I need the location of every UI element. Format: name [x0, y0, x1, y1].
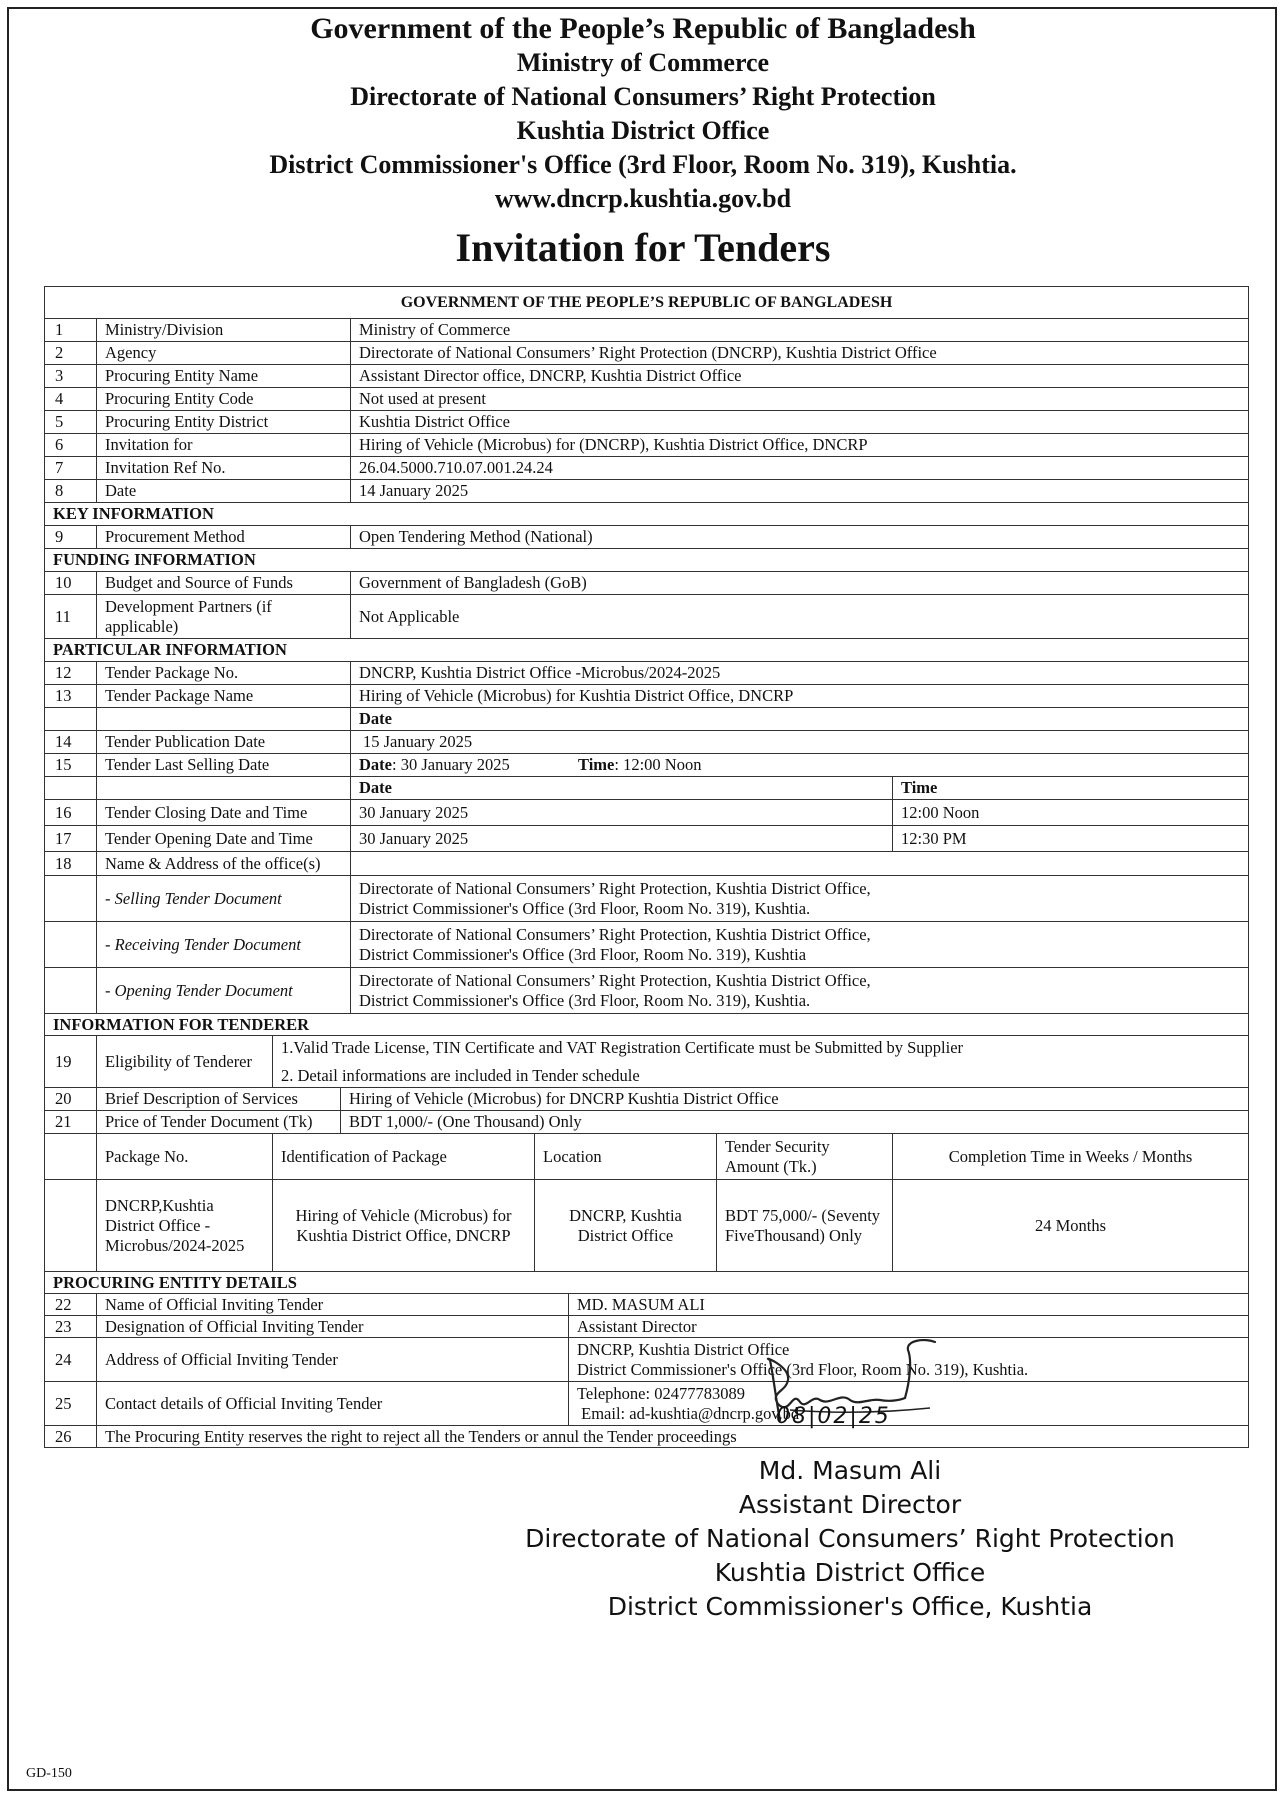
address-line: Directorate of National Consumers’ Right Protection, Kushtia District Office, — [359, 970, 871, 990]
signatory-designation: Assistant Director — [738, 1490, 962, 1519]
signature-date: 08|02|25 — [776, 1404, 891, 1429]
table-row — [45, 1111, 1249, 1134]
time-column-header: Time — [893, 777, 1249, 800]
package-row — [45, 1180, 1249, 1272]
row-value: Not used at present — [351, 388, 1249, 411]
empty-cell — [97, 777, 351, 800]
office-label: - Receiving Tender Document — [97, 922, 351, 968]
empty-cell — [45, 1134, 97, 1180]
row-value: Assistant Director office, DNCRP, Kushtia District Office — [351, 365, 1249, 388]
time-label: Time — [578, 755, 615, 774]
header-address: District Commissioner's Office (3rd Floor, Room No. 319), Kushtia. — [269, 150, 1017, 179]
empty-cell — [45, 1180, 97, 1272]
table-caption: GOVERNMENT OF THE PEOPLE’S REPUBLIC OF BANGLADESH — [45, 287, 1249, 319]
table-row — [45, 480, 1249, 503]
row-label: Price of Tender Document (Tk) — [97, 1111, 341, 1134]
row-number: 25 — [45, 1382, 97, 1426]
section-key-information: KEY INFORMATION — [45, 503, 1249, 526]
empty-cell — [45, 876, 97, 922]
table-row — [45, 685, 1249, 708]
table-row — [45, 1316, 1249, 1338]
row-label: Tender Last Selling Date — [97, 754, 351, 777]
row-number: 8 — [45, 480, 97, 503]
table-row — [45, 1088, 1249, 1111]
table-row — [45, 434, 1249, 457]
office-address — [351, 876, 1249, 922]
address-line: Directorate of National Consumers’ Right Protection, Kushtia District Office, — [359, 878, 871, 898]
table-row — [45, 319, 1249, 342]
address-line: Directorate of National Consumers’ Right Protection, Kushtia District Office, — [359, 924, 871, 944]
date-label: Date — [359, 755, 392, 774]
office-label: - Opening Tender Document — [97, 968, 351, 1014]
signature-handwritten — [730, 1320, 1010, 1445]
opening-time: 12:30 PM — [893, 826, 1249, 852]
table-row — [45, 800, 1249, 826]
table-row — [45, 852, 1249, 876]
empty-cell — [45, 968, 97, 1014]
table-caption-row — [45, 287, 1249, 319]
row-label: Procurement Method — [97, 526, 351, 549]
closing-date: 30 January 2025 — [351, 800, 893, 826]
address-line: DNCRP, Kushtia District Office — [577, 1339, 790, 1359]
table-row — [45, 572, 1249, 595]
signatory-organization: Directorate of National Consumers’ Right Protection — [525, 1524, 1175, 1553]
row-value: Ministry of Commerce — [351, 319, 1249, 342]
row-label: Designation of Official Inviting Tender — [97, 1316, 569, 1338]
row-number: 9 — [45, 526, 97, 549]
eligibility-line: 2. Detail informations are included in Tender schedule — [281, 1065, 640, 1085]
row-number: 6 — [45, 434, 97, 457]
table-row — [45, 1338, 1249, 1382]
row-label: Ministry/Division — [97, 319, 351, 342]
row-value: MD. MASUM ALI — [569, 1294, 1249, 1316]
eligibility-line: 1.Valid Trade License, TIN Certificate and VAT Registration Certificate must be Submitted by Supplier — [281, 1037, 964, 1057]
row-label: Tender Closing Date and Time — [97, 800, 351, 826]
header-district-office: Kushtia District Office — [516, 116, 770, 145]
empty-cell — [351, 852, 1249, 876]
table-row — [45, 876, 1249, 922]
empty-cell — [97, 708, 351, 731]
row-value: Open Tendering Method (National) — [351, 526, 1249, 549]
opening-date: 30 January 2025 — [351, 826, 893, 852]
table-row — [45, 595, 1249, 639]
row-value: Hiring of Vehicle (Microbus) for (DNCRP), Kushtia District Office, DNCRP — [351, 434, 1249, 457]
last-selling-time: : 12:00 Noon — [614, 755, 702, 774]
security-header: Tender Security Amount (Tk.) — [717, 1134, 893, 1180]
table-row — [45, 342, 1249, 365]
table-row — [45, 708, 1249, 731]
row-number: 15 — [45, 754, 97, 777]
row-value — [351, 754, 1249, 777]
table-row — [45, 411, 1249, 434]
package-no: DNCRP,Kushtia District Office - Microbus/2024-2025 — [97, 1180, 273, 1272]
identification-header: Identification of Package — [273, 1134, 535, 1180]
row-number: 24 — [45, 1338, 97, 1382]
row-label: Name of Official Inviting Tender — [97, 1294, 569, 1316]
address-line: District Commissioner's Office (3rd Floor, Room No. 319), Kushtia. — [359, 990, 811, 1010]
table-row — [45, 365, 1249, 388]
row-number: 2 — [45, 342, 97, 365]
table-row — [45, 457, 1249, 480]
section-particular-information: PARTICULAR INFORMATION — [45, 639, 1249, 662]
row-label: Tender Opening Date and Time — [97, 826, 351, 852]
header-website: www.dncrp.kushtia.gov.bd — [494, 184, 792, 213]
row-label: Development Partners (if applicable) — [97, 595, 351, 639]
table-row — [45, 1036, 1249, 1088]
completion-header: Completion Time in Weeks / Months — [893, 1134, 1249, 1180]
email: Email: ad-kushtia@dncrp.gov.bd — [577, 1403, 800, 1423]
address-line: District Commissioner's Office (3rd Floor, Room No. 319), Kushtia — [359, 944, 807, 964]
row-value: The Procuring Entity reserves the right to reject all the Tenders or annul the Tender proceedings — [97, 1426, 1249, 1448]
row-label: Address of Official Inviting Tender — [97, 1338, 569, 1382]
address-line: District Commissioner's Office (3rd Floor, Room No. 319), Kushtia. — [359, 898, 811, 918]
empty-cell — [45, 777, 97, 800]
table-row — [45, 754, 1249, 777]
row-label: Tender Publication Date — [97, 731, 351, 754]
table-row — [45, 826, 1249, 852]
signatory-office: Kushtia District Office — [714, 1558, 986, 1587]
row-label: Tender Package No. — [97, 662, 351, 685]
row-number: 10 — [45, 572, 97, 595]
row-number: 26 — [45, 1426, 97, 1448]
table-row — [45, 922, 1249, 968]
telephone: Telephone: 02477783089 — [577, 1383, 745, 1403]
row-number: 23 — [45, 1316, 97, 1338]
row-label: Procuring Entity Name — [97, 365, 351, 388]
row-number: 7 — [45, 457, 97, 480]
location-header: Location — [535, 1134, 717, 1180]
row-value: Government of Bangladesh (GoB) — [351, 572, 1249, 595]
row-label: Brief Description of Services — [97, 1088, 341, 1111]
date-column-header: Date — [351, 708, 1249, 731]
row-label: Budget and Source of Funds — [97, 572, 351, 595]
row-value: Hiring of Vehicle (Microbus) for Kushtia District Office, DNCRP — [351, 685, 1249, 708]
row-number: 1 — [45, 319, 97, 342]
package-identification: Hiring of Vehicle (Microbus) for Kushtia District Office, DNCRP — [273, 1180, 535, 1272]
address-line: District Commissioner's Office (3rd Floor, Room No. 319), Kushtia. — [577, 1359, 1029, 1379]
header-directorate: Directorate of National Consumers’ Right Protection — [350, 82, 936, 111]
row-number: 3 — [45, 365, 97, 388]
row-number: 13 — [45, 685, 97, 708]
document-header — [0, 12, 1286, 274]
row-number: 12 — [45, 662, 97, 685]
section-heading-row — [45, 1014, 1249, 1036]
row-value: Assistant Director — [569, 1316, 1249, 1338]
row-value: 26.04.5000.710.07.001.24.24 — [351, 457, 1249, 480]
row-label: Contact details of Official Inviting Tender — [97, 1382, 569, 1426]
office-address — [351, 922, 1249, 968]
closing-time: 12:00 Noon — [893, 800, 1249, 826]
section-heading-row — [45, 1272, 1249, 1294]
empty-cell — [45, 922, 97, 968]
row-label: Agency — [97, 342, 351, 365]
row-number: 18 — [45, 852, 97, 876]
completion-time: 24 Months — [893, 1180, 1249, 1272]
signatory-name: Md. Masum Ali — [758, 1456, 942, 1485]
package-location: DNCRP, Kushtia District Office — [535, 1180, 717, 1272]
row-number: 22 — [45, 1294, 97, 1316]
page-title: Invitation for Tenders — [455, 225, 831, 270]
date-column-header: Date — [351, 777, 893, 800]
table-row — [45, 388, 1249, 411]
section-procuring-entity-details: PROCURING ENTITY DETAILS — [45, 1272, 1249, 1294]
row-label: Procuring Entity District — [97, 411, 351, 434]
table-row — [45, 968, 1249, 1014]
table-row — [45, 662, 1249, 685]
office-label: - Selling Tender Document — [97, 876, 351, 922]
row-value: DNCRP, Kushtia District Office -Microbus/2024-2025 — [351, 662, 1249, 685]
row-number: 4 — [45, 388, 97, 411]
office-address — [351, 968, 1249, 1014]
signature-block — [440, 1454, 1260, 1624]
row-number: 19 — [45, 1036, 97, 1088]
package-no-header: Package No. — [97, 1134, 273, 1180]
row-label: Procuring Entity Code — [97, 388, 351, 411]
section-heading-row — [45, 549, 1249, 572]
tender-table — [44, 286, 1248, 1448]
row-number: 16 — [45, 800, 97, 826]
row-value: BDT 1,000/- (One Thousand) Only — [341, 1111, 1249, 1134]
section-heading-row — [45, 639, 1249, 662]
row-value: Not Applicable — [351, 595, 1249, 639]
section-funding-information: FUNDING INFORMATION — [45, 549, 1249, 572]
row-number: 14 — [45, 731, 97, 754]
row-label: Invitation for — [97, 434, 351, 457]
row-number: 5 — [45, 411, 97, 434]
row-label: Invitation Ref No. — [97, 457, 351, 480]
footer-code: GD-150 — [26, 1766, 72, 1781]
table-row — [45, 731, 1249, 754]
table-row — [45, 1382, 1249, 1426]
row-number: 11 — [45, 595, 97, 639]
row-value: 15 January 2025 — [351, 731, 1249, 754]
row-number: 21 — [45, 1111, 97, 1134]
table-row — [45, 1294, 1249, 1316]
row-value: Kushtia District Office — [351, 411, 1249, 434]
row-label: Tender Package Name — [97, 685, 351, 708]
table-row — [45, 777, 1249, 800]
row-label: Name & Address of the office(s) — [97, 852, 351, 876]
tender-security: BDT 75,000/- (Seventy FiveThousand) Only — [717, 1180, 893, 1272]
section-heading-row — [45, 503, 1249, 526]
row-label: Eligibility of Tenderer — [97, 1036, 273, 1088]
row-value: 14 January 2025 — [351, 480, 1249, 503]
empty-cell — [45, 708, 97, 731]
package-header-row — [45, 1134, 1249, 1180]
section-information-for-tenderer: INFORMATION FOR TENDERER — [45, 1014, 1249, 1036]
signatory-location: District Commissioner's Office, Kushtia — [607, 1592, 1093, 1621]
last-selling-date: : 30 January 2025 — [391, 755, 510, 774]
eligibility-details — [273, 1036, 1249, 1088]
row-number: 17 — [45, 826, 97, 852]
table-row — [45, 526, 1249, 549]
row-label: Date — [97, 480, 351, 503]
row-value: Directorate of National Consumers’ Right Protection (DNCRP), Kushtia District Office — [351, 342, 1249, 365]
row-value: Hiring of Vehicle (Microbus) for DNCRP Kushtia District Office — [341, 1088, 1249, 1111]
header-government: Government of the People’s Republic of Bangladesh — [310, 12, 976, 45]
row-number: 20 — [45, 1088, 97, 1111]
table-row — [45, 1426, 1249, 1448]
header-ministry: Ministry of Commerce — [516, 48, 770, 77]
